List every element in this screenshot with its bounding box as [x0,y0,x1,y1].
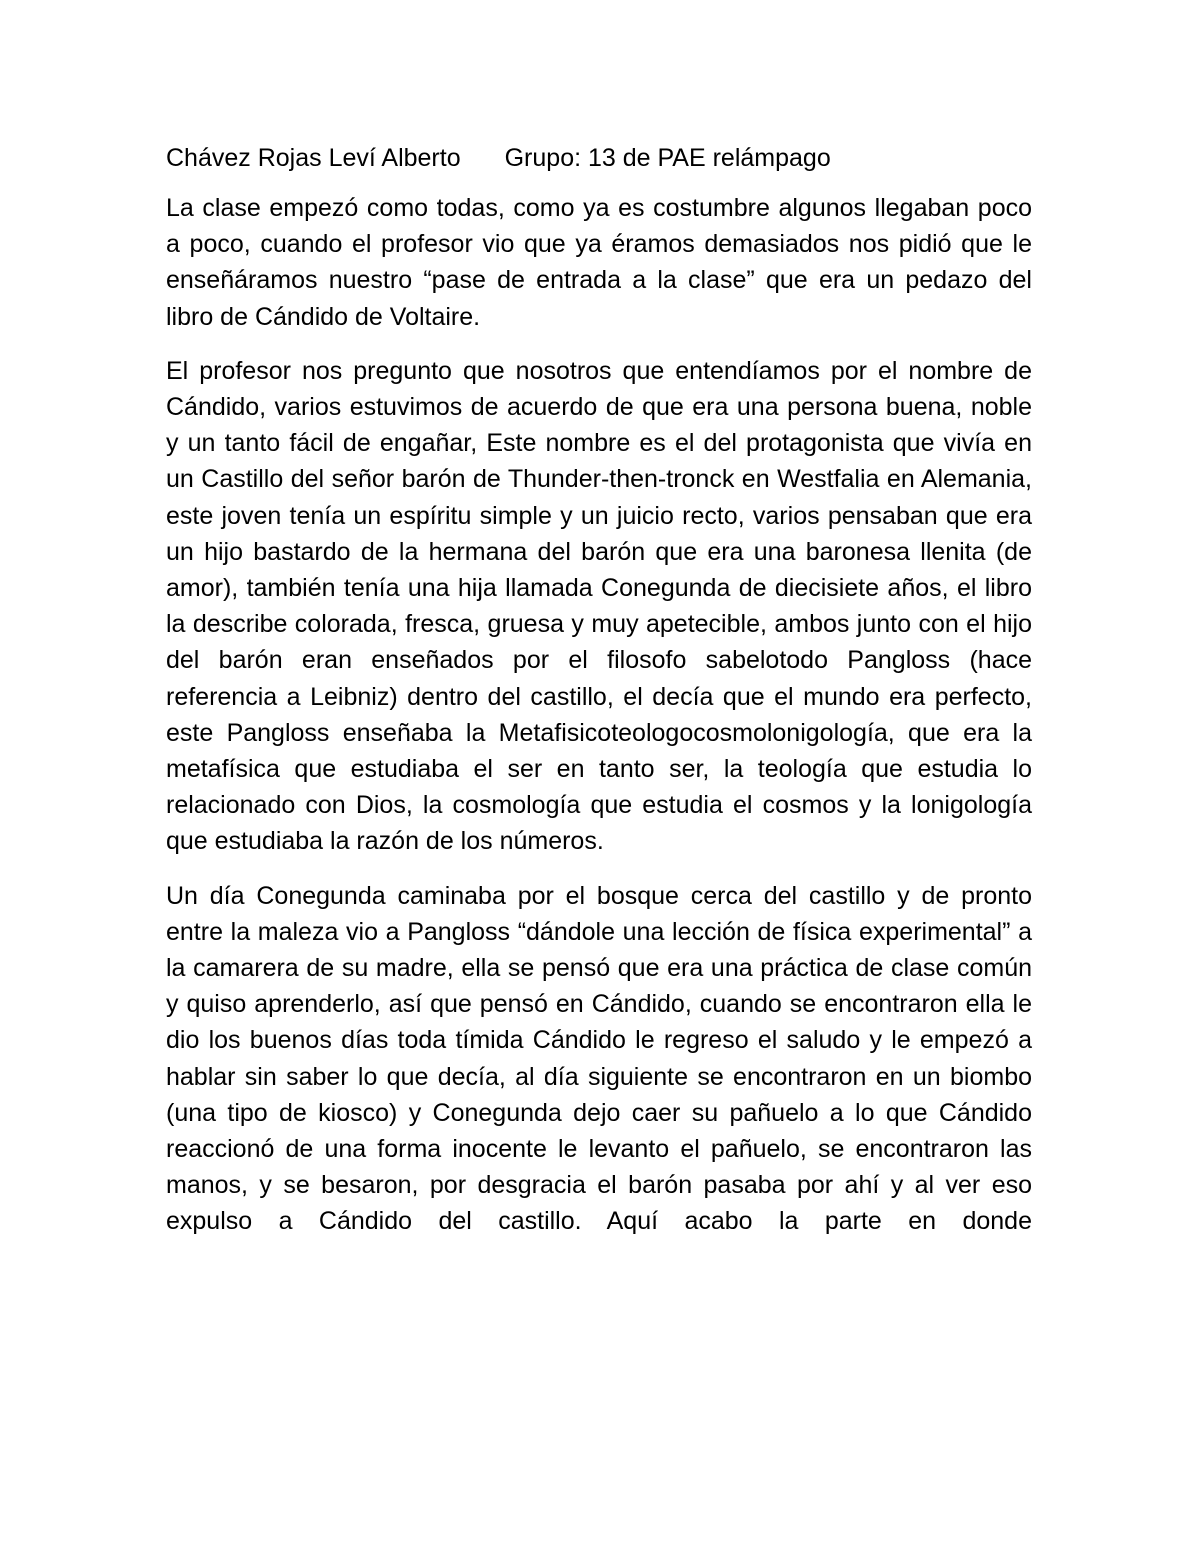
group-label: Grupo: 13 de PAE relámpago [504,144,831,172]
document-header [166,140,1032,176]
document-body [166,140,1032,1258]
paragraph-1: La clase empezó como todas, como ya es costumbre algunos llegaban poco a poco, cuando el profesor vio que ya éramos demasiados nos pidió que le enseñáramos nuestro “pase de entrada a la clase” que era un pedazo del libro de Cándido de Voltaire. [166,194,1032,331]
paragraph-3: Un día Conegunda caminaba por el bosque cerca del castillo y de pronto entre la maleza vio a Pangloss “dándole una lección de física experimental” a la camarera de su madre, ella se pensó que era una práctica de clase común y quiso aprenderlo, así que pensó en Cándido, cuando se encontraron ella le dio los buenos días toda tímida Cándido le regreso el saludo y le empezó a hablar sin saber lo que decía, al día siguiente se encontraron en un biombo (una tipo de kiosco) y Conegunda dejo caer su pañuelo a lo que Cándido reaccionó de una forma inocente le levanto el pañuelo, se encontraron las manos, y se besaron, por desgracia el barón pasaba por ahí y al ver eso expulso a Cándido del castillo. Aquí acabo la parte en donde [166,881,1032,1236]
author-name: Chávez Rojas Leví Alberto [166,144,461,172]
paragraph-2: El profesor nos pregunto que nosotros que entendíamos por el nombre de Cándido, varios estuvimos de acuerdo de que era una persona buena, noble y un tanto fácil de engañar, Este nombre es el del protagonista que vivía en un Castillo del señor barón de Thunder-then-tronck en Westfalia en Alemania, este joven tenía un espíritu simple y un juicio recto, varios pensaban que era un hijo bastardo de la hermana del barón que era una baronesa llenita (de amor), también tenía una hija llamada Conegunda de diecisiete años, el libro la describe colorada, fresca, gruesa y muy apetecible, ambos junto con el hijo del barón eran enseñados por el filosofo sabelotodo Pangloss (hace referencia a Leibniz) dentro del castillo, el decía que el mundo era perfecto, este Pangloss enseñaba la Metafisicoteologocosmolonigología, que era la metafísica que estudiaba el ser en tanto ser, la teología que estudia lo relacionado con Dios, la cosmología que estudia el cosmos y la lonigología que estudiaba la razón de los números. [166,356,1032,856]
